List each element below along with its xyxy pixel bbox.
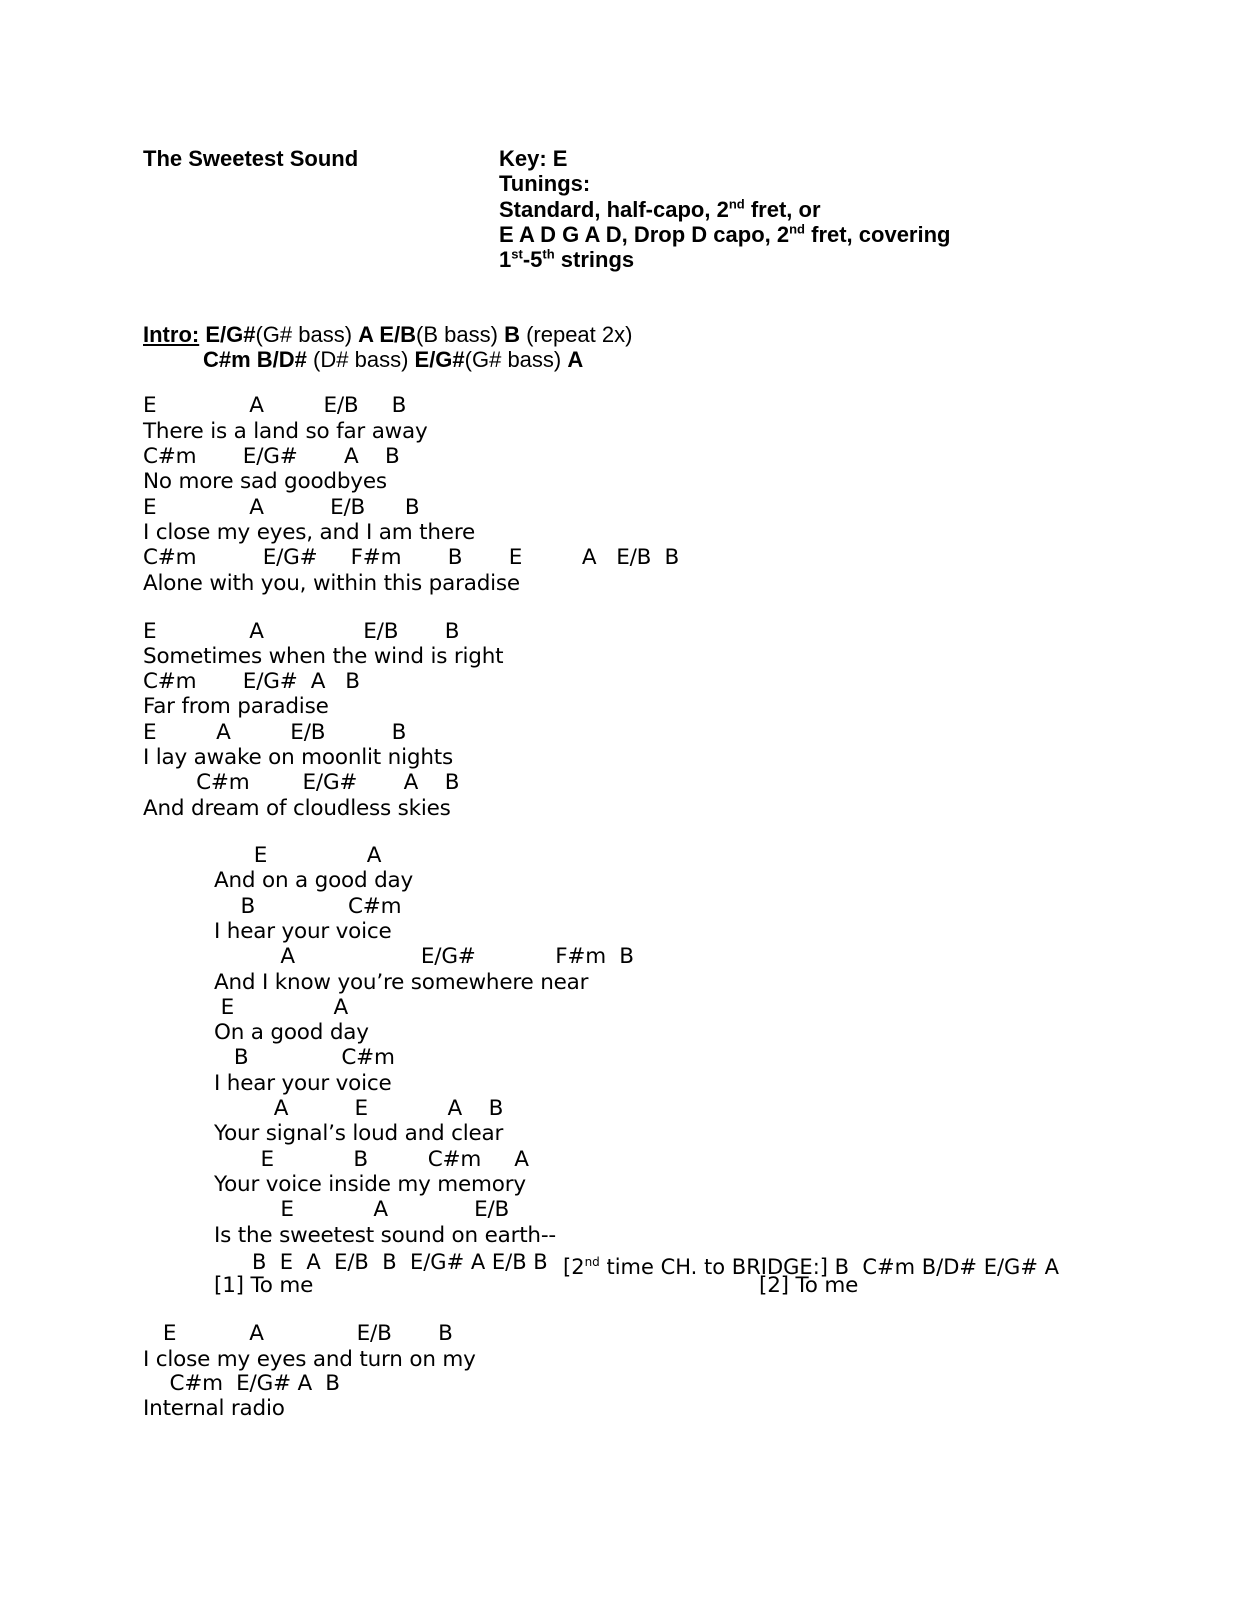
song-line: E A E/B B: [143, 619, 460, 644]
song-line: There is a land so far away: [143, 419, 428, 444]
song-line: I close my eyes and turn on my: [143, 1347, 476, 1372]
tuning-drop-d: [499, 222, 950, 247]
song-title: The Sweetest Sound: [143, 146, 359, 171]
intro-1-seg-4: (B bass): [416, 322, 505, 347]
song-key: Key: E: [499, 146, 568, 171]
intro-line-2: [203, 347, 583, 372]
song-line: Alone with you, within this paradise: [143, 571, 520, 596]
tuning-strings-end: strings: [554, 247, 635, 272]
intro-2-seg-0: C#m B/D#: [203, 347, 307, 372]
tuning-drop-d-text-end: fret, covering: [805, 222, 951, 247]
tuning-strings-mid: -5: [522, 247, 543, 272]
tuning-strings-first: 1: [499, 247, 512, 272]
intro-line-1: [143, 322, 632, 347]
tuning-strings: [499, 247, 634, 272]
tuning-drop-d-ordinal: nd: [789, 221, 805, 237]
song-line: Sometimes when the wind is right: [143, 644, 504, 669]
intro-2-seg-3: (G# bass): [464, 347, 568, 372]
tuning-standard: [499, 197, 821, 222]
intro-1-seg-3: A E/B: [358, 322, 417, 347]
song-line: E B C#m A: [214, 1147, 529, 1172]
song-line: C#m E/G# A B: [143, 1371, 340, 1396]
intro-1-seg-2: (G# bass): [255, 322, 359, 347]
song-line: Far from paradise: [143, 694, 329, 719]
song-line: On a good day: [214, 1020, 369, 1045]
ending-chords-1: B E A E/B B E/G# A E/B B: [252, 1250, 548, 1274]
song-line: E A E/B B: [143, 393, 407, 418]
song-line: And I know you’re somewhere near: [214, 970, 589, 995]
intro-1-seg-6: (repeat 2x): [519, 322, 633, 347]
song-line: E A E/B B: [143, 495, 420, 520]
song-line: C#m E/G# A B: [143, 770, 460, 795]
song-line: I close my eyes, and I am there: [143, 520, 476, 545]
song-line: [2] To me: [759, 1273, 859, 1298]
tuning-standard-text: Standard, half-capo, 2: [499, 197, 729, 222]
intro-2-seg-1: (D# bass): [306, 347, 415, 372]
song-line: Your voice inside my memory: [214, 1172, 526, 1197]
song-line: E A E/B: [214, 1197, 510, 1222]
song-line: [1] To me: [214, 1273, 314, 1298]
song-line: And on a good day: [214, 868, 414, 893]
tuning-strings-first-ordinal: st: [511, 246, 523, 262]
ending-chords-2-pre: [2: [563, 1255, 585, 1279]
song-line: Your signal’s loud and clear: [214, 1121, 504, 1146]
song-line: I hear your voice: [214, 1071, 392, 1096]
tuning-drop-d-text: E A D G A D, Drop D capo, 2: [499, 222, 790, 247]
song-line: C#m E/G# A B: [143, 444, 400, 469]
song-line: B C#m: [214, 1045, 395, 1070]
song-line: And dream of cloudless skies: [143, 796, 451, 821]
song-line: B C#m: [214, 894, 402, 919]
song-line: Is the sweetest sound on earth--: [214, 1223, 556, 1248]
tuning-strings-last-ordinal: th: [542, 246, 555, 262]
song-line: A E/G# F#m B: [214, 944, 634, 969]
song-line: A E A B: [214, 1096, 504, 1121]
song-line: No more sad goodbyes: [143, 469, 387, 494]
song-line: C#m E/G# A B: [143, 669, 360, 694]
tuning-standard-ordinal: nd: [728, 196, 745, 212]
song-line: E A: [214, 995, 349, 1020]
song-line: E A E/B B: [143, 1321, 453, 1346]
intro-2-seg-2: E/G#: [414, 347, 465, 372]
ending-chords-2: [563, 1250, 1059, 1280]
tunings-label: Tunings:: [499, 171, 591, 196]
song-line: E A E/B B: [143, 720, 407, 745]
tuning-standard-text-end: fret, or: [744, 197, 821, 222]
song-line: I lay awake on moonlit nights: [143, 745, 453, 770]
intro-2-seg-4: A: [567, 347, 584, 372]
ending-chords-2-ordinal: nd: [584, 1255, 600, 1269]
ending-chords-2-post: time CH. to BRIDGE:] B C#m B/D# E/G# A: [599, 1255, 1059, 1279]
song-line: E A: [214, 843, 382, 868]
song-line: Internal radio: [143, 1396, 285, 1421]
song-line: C#m E/G# F#m B E A E/B B: [143, 545, 680, 570]
intro-label: Intro:: [143, 322, 200, 347]
song-line: I hear your voice: [214, 919, 392, 944]
intro-1-seg-5: B: [504, 322, 520, 347]
intro-1-seg-1: E/G#: [205, 322, 256, 347]
